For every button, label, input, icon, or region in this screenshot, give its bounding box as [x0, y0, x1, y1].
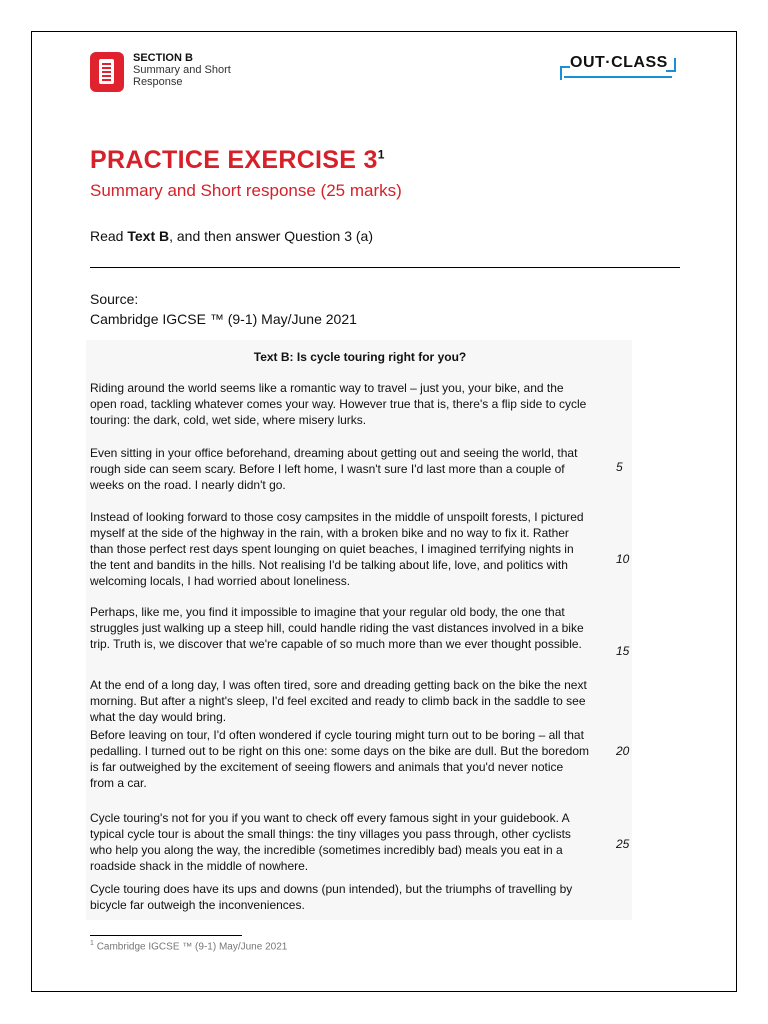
- paragraph-5: At the end of a long day, I was often tired, sore and dreading getting back on the bike the next morning. But after a night's sleep, I'd feel excited and ready to climb back in the saddle to see what the day would bring.: [90, 678, 587, 724]
- paragraph-1: Riding around the world seems like a romantic way to travel – just you, your bike, and the open road, tackling whatever comes your way. However true that is, there's a flip side to cycle touring: the dark, cold, wet side, where misery lurks.: [90, 381, 587, 427]
- line-number: 15: [616, 644, 630, 658]
- paragraph-2: Even sitting in your office beforehand, dreaming about getting out and seeing the world, that rough side can seem scary. Before I left home, I wasn't sure I'd last more than a couple of weeks on the road. I nearly didn't go.: [90, 446, 578, 492]
- section-label: [133, 52, 231, 88]
- footnote: $^1$ Cambridge IGCSE ™ (9-1) May/June 2021: [90, 940, 288, 953]
- line-number: 10: [616, 552, 630, 566]
- paragraph-3: Instead of looking forward to those cosy campsites in the middle of unspoilt forests, I pictured myself at the side of the highway in the rain, with a broken bike and no way to fix it. Rather than those perfect rest days spent lounging on quiet beaches, I imagined terrifying nights in the tent and bandits in the hills. Not realising I'd be talking about life, love, and politics with welcoming locals, I had worried about loneliness.: [90, 510, 584, 588]
- footnote-divider: [90, 935, 242, 936]
- instruction: Read Text B, and then answer Question 3 (a): [90, 228, 374, 244]
- paragraph-4: Perhaps, like me, you find it impossible to imagine that your regular old body, the one that struggles just walking up a steep hill, could handle riding the vast distances involved in a bike trip. Truth is, we discover that we're capable of so much more than we ever thought possible.: [90, 605, 584, 651]
- text-b-title: Text B: Is cycle touring right for you?: [253, 350, 467, 364]
- line-number: 5: [616, 460, 623, 474]
- brand-name: OUT·CLASS: [570, 54, 668, 71]
- section-title: SECTION B: [133, 52, 193, 64]
- section-badge: [90, 52, 231, 92]
- exercise-subtitle: Summary and Short response (25 marks): [90, 181, 402, 200]
- paragraph-8: Cycle touring does have its ups and downs (pun intended), but the triumphs of travelling by bicycle far outweigh the inconveniences.: [90, 882, 573, 912]
- divider: [90, 267, 680, 268]
- exercise-title: PRACTICE EXERCISE $3^1$: [90, 146, 385, 174]
- paragraph-7: Cycle touring's not for you if you want to check off every famous sight in your guidebook. A typical cycle tour is about the small things: the tiny villages you pass through, other cyclists who help you along the way, the incredible (sometimes incredibly bad) meals you eat in a roadside shack in the middle of nowhere.: [90, 811, 571, 873]
- document-icon: [90, 52, 124, 92]
- section-line-2: Response: [133, 76, 183, 88]
- source-label: Source:: [90, 291, 139, 307]
- section-line-1: Summary and Short: [133, 64, 231, 76]
- line-number: 20: [616, 744, 630, 758]
- footnote-ref: 1: [377, 147, 385, 162]
- brand-logo: [558, 54, 678, 80]
- line-number: 25: [616, 837, 630, 851]
- source-text: Cambridge IGCSE ™ (9-1) May/June 2021: [90, 311, 357, 327]
- paragraph-6: Before leaving on tour, I'd often wondered if cycle touring might turn out to be boring – all that pedalling. I turned out to be right on this one: some days on the bike are dull. But the boredom is far outweighed by the excitement of seeing flowers and animals that you'd never notice from a car.: [90, 728, 589, 790]
